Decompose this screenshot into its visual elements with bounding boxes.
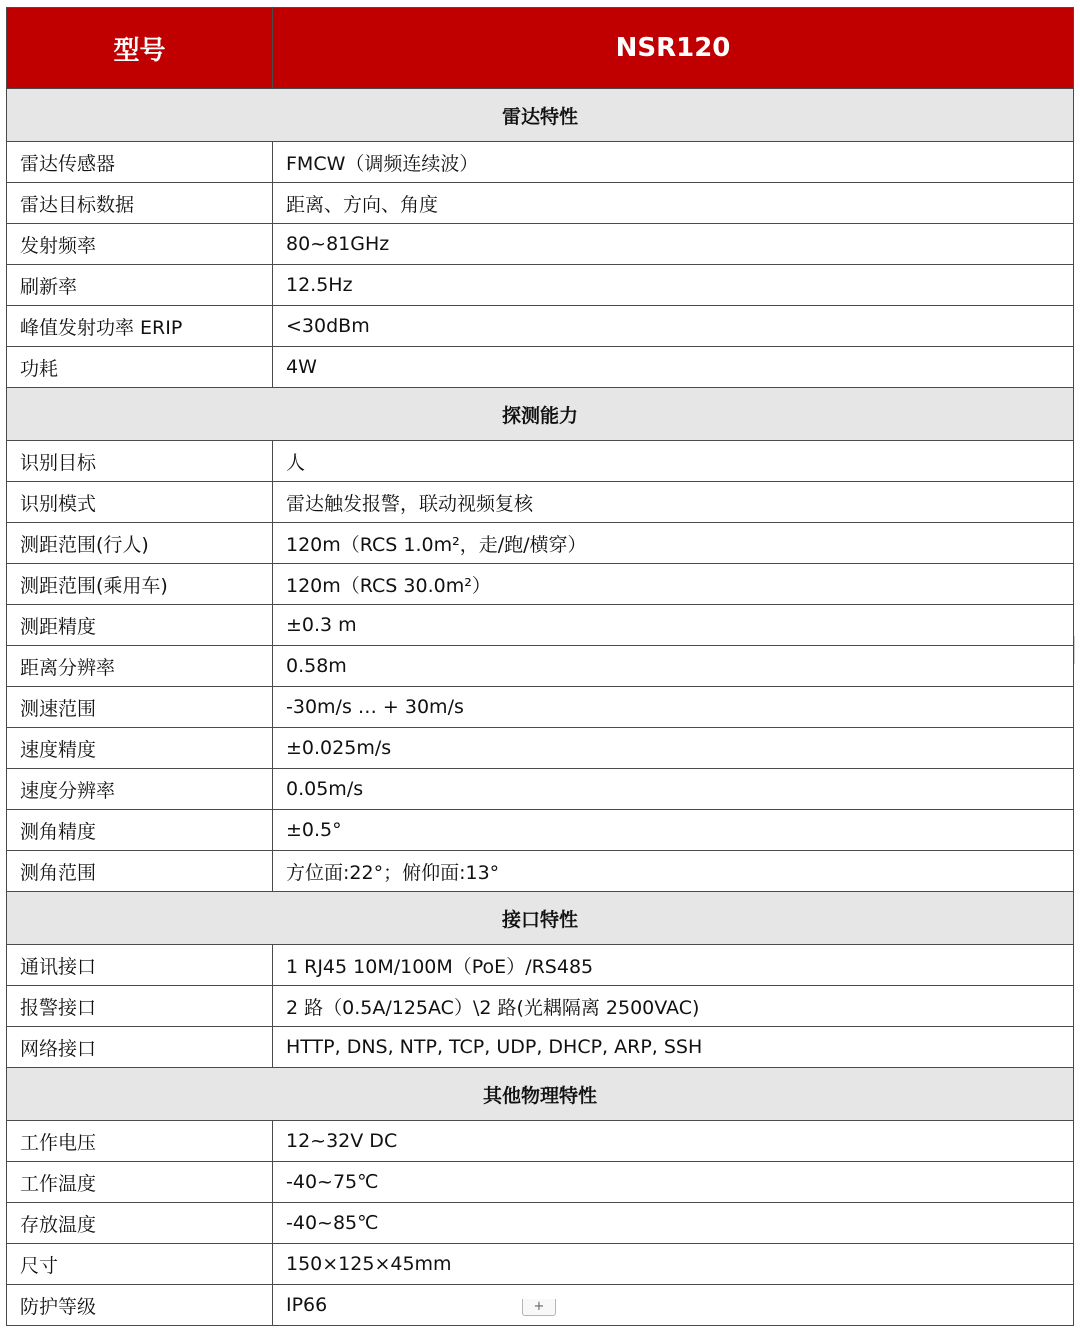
spec-label-cell: 报警接口 — [7, 986, 273, 1027]
spec-label-cell: 通讯接口 — [7, 945, 273, 986]
table-row — [7, 265, 1074, 306]
table-row — [7, 810, 1074, 851]
spec-label-cell: 距离分辨率 — [7, 646, 273, 687]
spec-label-cell: 尺寸 — [7, 1244, 273, 1285]
spec-label-cell: 雷达目标数据 — [7, 183, 273, 224]
table-row — [7, 605, 1074, 646]
spec-value-cell: -40~85℃ — [273, 1203, 1074, 1244]
section-header-row — [7, 89, 1074, 142]
spec-label-cell: 测距范围(行人) — [7, 523, 273, 564]
table-row — [7, 224, 1074, 265]
header-row — [7, 8, 1074, 89]
table-row — [7, 347, 1074, 388]
table-row — [7, 646, 1074, 687]
table-row — [7, 945, 1074, 986]
spec-label-cell: 工作电压 — [7, 1121, 273, 1162]
spec-value-cell: 0.05m/s — [273, 769, 1074, 810]
section-header-row — [7, 388, 1074, 441]
spec-label-cell: 识别模式 — [7, 482, 273, 523]
section-header-row — [7, 1068, 1074, 1121]
header-model-label: 型号 — [7, 8, 273, 89]
spec-table — [6, 7, 1074, 1326]
table-row — [7, 1162, 1074, 1203]
spec-value-cell: 12~32V DC — [273, 1121, 1074, 1162]
table-row — [7, 183, 1074, 224]
spec-label-cell: 测速范围 — [7, 687, 273, 728]
table-row — [7, 306, 1074, 347]
spec-value-cell: 4W — [273, 347, 1074, 388]
spec-label-cell: 测角范围 — [7, 851, 273, 892]
spec-label-cell: 刷新率 — [7, 265, 273, 306]
spec-value-cell: 人 — [273, 441, 1074, 482]
table-row — [7, 1121, 1074, 1162]
spec-value-cell: 150×125×45mm — [273, 1244, 1074, 1285]
spec-value-cell: 距离、方向、角度 — [273, 183, 1074, 224]
spec-value-cell: ±0.025m/s — [273, 728, 1074, 769]
spec-value-cell: 雷达触发报警，联动视频复核 — [273, 482, 1074, 523]
table-row — [7, 687, 1074, 728]
spec-value-cell: 120m（RCS 30.0m²） — [273, 564, 1074, 605]
spec-label-cell: 速度分辨率 — [7, 769, 273, 810]
spec-value-cell: 0.58m — [273, 646, 1074, 687]
spec-value-cell: FMCW（调频连续波） — [273, 142, 1074, 183]
spec-label-cell: 网络接口 — [7, 1027, 273, 1068]
spec-label-cell: 工作温度 — [7, 1162, 273, 1203]
spec-value-cell: 12.5Hz — [273, 265, 1074, 306]
section-title: 接口特性 — [7, 892, 1074, 945]
spec-value-cell: 2 路（0.5A/125AC）\2 路(光耦隔离 2500VAC) — [273, 986, 1074, 1027]
spec-label-cell: 测距范围(乘用车) — [7, 564, 273, 605]
spec-value-cell: <30dBm — [273, 306, 1074, 347]
table-row — [7, 441, 1074, 482]
spec-label-cell: 存放温度 — [7, 1203, 273, 1244]
section-title: 其他物理特性 — [7, 1068, 1074, 1121]
table-row — [7, 142, 1074, 183]
spec-label-cell: 测距精度 — [7, 605, 273, 646]
table-row — [7, 851, 1074, 892]
header-model-value: NSR120 — [273, 8, 1074, 89]
table-row — [7, 1027, 1074, 1068]
table-row — [7, 769, 1074, 810]
spec-value-cell: ±0.5° — [273, 810, 1074, 851]
spec-value-cell: 80~81GHz — [273, 224, 1074, 265]
spec-label-cell: 功耗 — [7, 347, 273, 388]
table-row — [7, 482, 1074, 523]
spec-label-cell: 识别目标 — [7, 441, 273, 482]
spec-label-cell: 防护等级 — [7, 1285, 273, 1326]
spec-label-cell: 速度精度 — [7, 728, 273, 769]
table-row — [7, 1203, 1074, 1244]
table-row — [7, 564, 1074, 605]
spec-label-cell: 雷达传感器 — [7, 142, 273, 183]
spec-value-cell: IP66 — [273, 1285, 1074, 1326]
table-row — [7, 986, 1074, 1027]
table-row — [7, 728, 1074, 769]
scroll-edge-marker — [1074, 636, 1080, 664]
spec-table-body — [7, 8, 1074, 1326]
spec-label-cell: 测角精度 — [7, 810, 273, 851]
spec-value-cell: ±0.3 m — [273, 605, 1074, 646]
section-title: 雷达特性 — [7, 89, 1074, 142]
spec-label-cell: 发射频率 — [7, 224, 273, 265]
spec-value-cell: -40~75℃ — [273, 1162, 1074, 1203]
table-row — [7, 523, 1074, 564]
spec-value-cell: HTTP, DNS, NTP, TCP, UDP, DHCP, ARP, SSH — [273, 1027, 1074, 1068]
spec-value-cell: 方位面:22°；俯仰面:13° — [273, 851, 1074, 892]
spec-value-cell: 1 RJ45 10M/100M（PoE）/RS485 — [273, 945, 1074, 986]
spec-label-cell: 峰值发射功率 ERIP — [7, 306, 273, 347]
table-row — [7, 1244, 1074, 1285]
spec-value-cell: -30m/s … + 30m/s — [273, 687, 1074, 728]
section-header-row — [7, 892, 1074, 945]
section-title: 探测能力 — [7, 388, 1074, 441]
add-row-button[interactable]: + — [522, 1299, 556, 1316]
spec-value-cell: 120m（RCS 1.0m²，走/跑/横穿） — [273, 523, 1074, 564]
